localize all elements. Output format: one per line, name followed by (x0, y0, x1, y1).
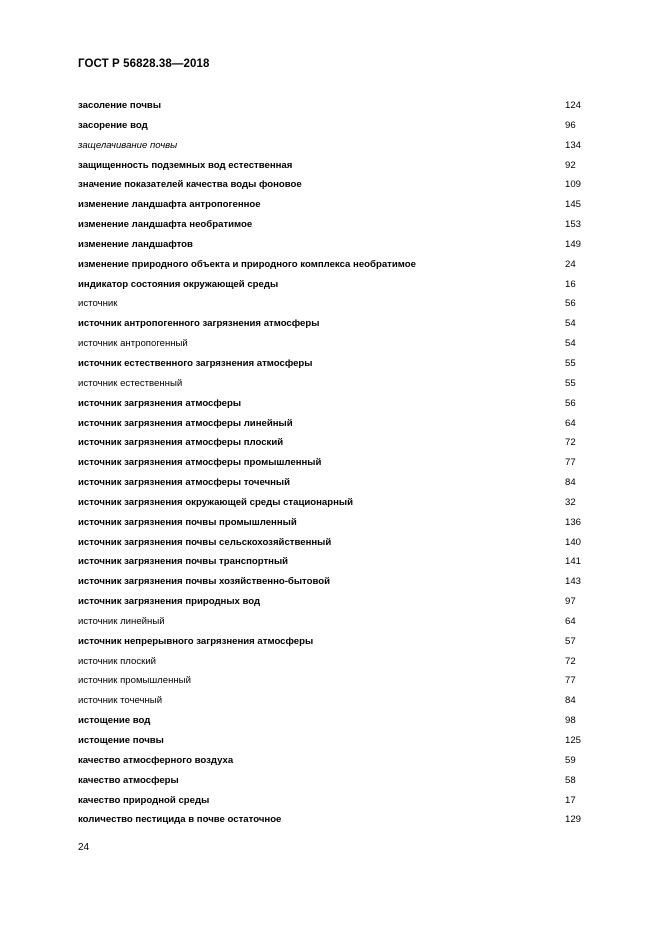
index-page-ref: 124 (565, 100, 582, 111)
index-entry (78, 731, 588, 751)
index-term: защелачивание почвы (78, 139, 178, 151)
index-page-ref: 149 (565, 238, 582, 250)
index-term: источник загрязнения атмосферы промышленный (78, 457, 322, 469)
index-entry (78, 294, 588, 314)
index-page-ref: 92 (565, 159, 576, 171)
index-page-ref: 129 (565, 814, 582, 826)
index-page-ref: 98 (565, 715, 576, 727)
index-page-ref: 24 (565, 258, 576, 270)
index-term: качество атмосферы (78, 774, 179, 786)
page-number: 24 (78, 842, 90, 853)
index-term: источник точечный (78, 695, 163, 707)
index-term: изменение ландшафта антропогенное (78, 199, 261, 211)
index-entry (78, 275, 588, 295)
index-term: источник естественный (78, 377, 183, 389)
index-page-ref: 96 (565, 119, 576, 131)
index-entry (78, 255, 588, 275)
index-entry (78, 235, 588, 255)
index-entry (78, 632, 588, 652)
index-entry (78, 156, 588, 176)
index-term: засоление почвы (78, 100, 162, 111)
index-term: источник загрязнения почвы сельскохозяйственный (78, 536, 332, 548)
index-term: истощение вод (78, 715, 151, 727)
index-page-ref: 125 (565, 735, 582, 746)
index-page-ref: 143 (565, 576, 582, 588)
index-entry (78, 414, 588, 434)
index-term: источник плоский (78, 655, 157, 667)
index-entry (78, 652, 588, 672)
index-term: значение показателей качества воды фоновое (78, 179, 302, 191)
index-term: индикатор состояния окружающей среды (78, 278, 279, 290)
index-entry (78, 751, 588, 771)
index-page-ref: 141 (565, 556, 582, 568)
index-page-ref: 84 (565, 477, 576, 489)
index-page-ref: 97 (565, 596, 576, 608)
index-term: количество пестицида в почве остаточное (78, 814, 282, 826)
index-term: источник загрязнения атмосферы линейный (78, 417, 293, 429)
document-header: ГОСТ Р 56828.38—2018 (78, 58, 210, 70)
index-entry (78, 671, 588, 691)
index-entry (78, 175, 588, 195)
index-term: источник естественного загрязнения атмосферы (78, 357, 313, 369)
index-term: источник загрязнения атмосферы (78, 397, 242, 409)
index-term: защищенность подземных вод естественная (78, 159, 293, 171)
index-page-ref: 32 (565, 496, 576, 508)
index-entry (78, 473, 588, 493)
index-term: источник промышленный (78, 675, 191, 687)
index-page-ref: 57 (565, 635, 576, 647)
index-entry (78, 572, 588, 592)
index-page-ref: 72 (565, 655, 576, 667)
index-term: источник антропогенного загрязнения атмосферы (78, 318, 320, 330)
index-page-ref: 84 (565, 695, 576, 707)
index-term: источник загрязнения окружающей среды стационарный (78, 496, 353, 508)
index-term: качество атмосферного воздуха (78, 754, 234, 766)
index-term: истощение почвы (78, 735, 164, 746)
index-entry (78, 96, 588, 116)
index-entry (78, 592, 588, 612)
index-entry (78, 136, 588, 156)
index-entry (78, 354, 588, 374)
index-page-ref: 109 (565, 179, 582, 191)
index-entry (78, 453, 588, 473)
index-page-ref: 55 (565, 357, 576, 369)
index-entry (78, 711, 588, 731)
index-entry (78, 374, 588, 394)
index-entry (78, 334, 588, 354)
index-term: источник загрязнения атмосферы точечный (78, 477, 291, 489)
index-page-ref: 145 (565, 199, 582, 211)
index-entry (78, 493, 588, 513)
index-term: источник загрязнения почвы транспортный (78, 556, 289, 568)
index-term: изменение природного объекта и природного комплекса необратимое (78, 258, 416, 270)
index-page-ref: 64 (565, 417, 576, 429)
index-term: источник загрязнения природных вод (78, 596, 261, 608)
index-page-ref: 140 (565, 536, 582, 548)
index-entry (78, 513, 588, 533)
index-entry (78, 314, 588, 334)
index-entry (78, 533, 588, 553)
index-page-ref: 55 (565, 377, 576, 389)
index-term: изменение ландшафтов (78, 238, 193, 250)
index-term: источник непрерывного загрязнения атмосферы (78, 635, 314, 647)
index-page-ref: 136 (565, 516, 582, 528)
index-entry (78, 215, 588, 235)
index-term: источник загрязнения атмосферы плоский (78, 437, 284, 449)
index-page-ref: 17 (565, 794, 576, 806)
index-term: засорение вод (78, 119, 148, 131)
index-page-ref: 72 (565, 437, 576, 449)
index-entry (78, 691, 588, 711)
index-entry (78, 552, 588, 572)
index-term: источник загрязнения почвы промышленный (78, 516, 297, 528)
index-page-ref: 54 (565, 318, 576, 330)
index-page-ref: 77 (565, 457, 576, 469)
index-page-ref: 134 (565, 139, 582, 151)
index-entry (78, 791, 588, 811)
index-term: качество природной среды (78, 794, 210, 806)
index-entry (78, 116, 588, 136)
index-term: источник линейный (78, 615, 165, 627)
index-page-ref: 77 (565, 675, 576, 687)
index-entry (78, 612, 588, 632)
index-term: источник (78, 298, 118, 310)
index-page-ref: 58 (565, 774, 576, 786)
index-term: изменение ландшафта необратимое (78, 219, 253, 231)
index-entry (78, 433, 588, 453)
index-entry (78, 394, 588, 414)
index-page-ref: 56 (565, 397, 576, 409)
index-entry (78, 810, 588, 830)
index-page-ref: 16 (565, 278, 576, 290)
index-page-ref: 153 (565, 219, 582, 231)
index-entry (78, 195, 588, 215)
alphabetical-index-list (78, 96, 588, 830)
index-entry (78, 771, 588, 791)
index-page-ref: 59 (565, 754, 576, 766)
index-page-ref: 56 (565, 298, 576, 310)
index-term: источник загрязнения почвы хозяйственно-бытовой (78, 576, 331, 588)
index-term: источник антропогенный (78, 338, 188, 350)
index-page-ref: 64 (565, 615, 576, 627)
index-page-ref: 54 (565, 338, 576, 350)
